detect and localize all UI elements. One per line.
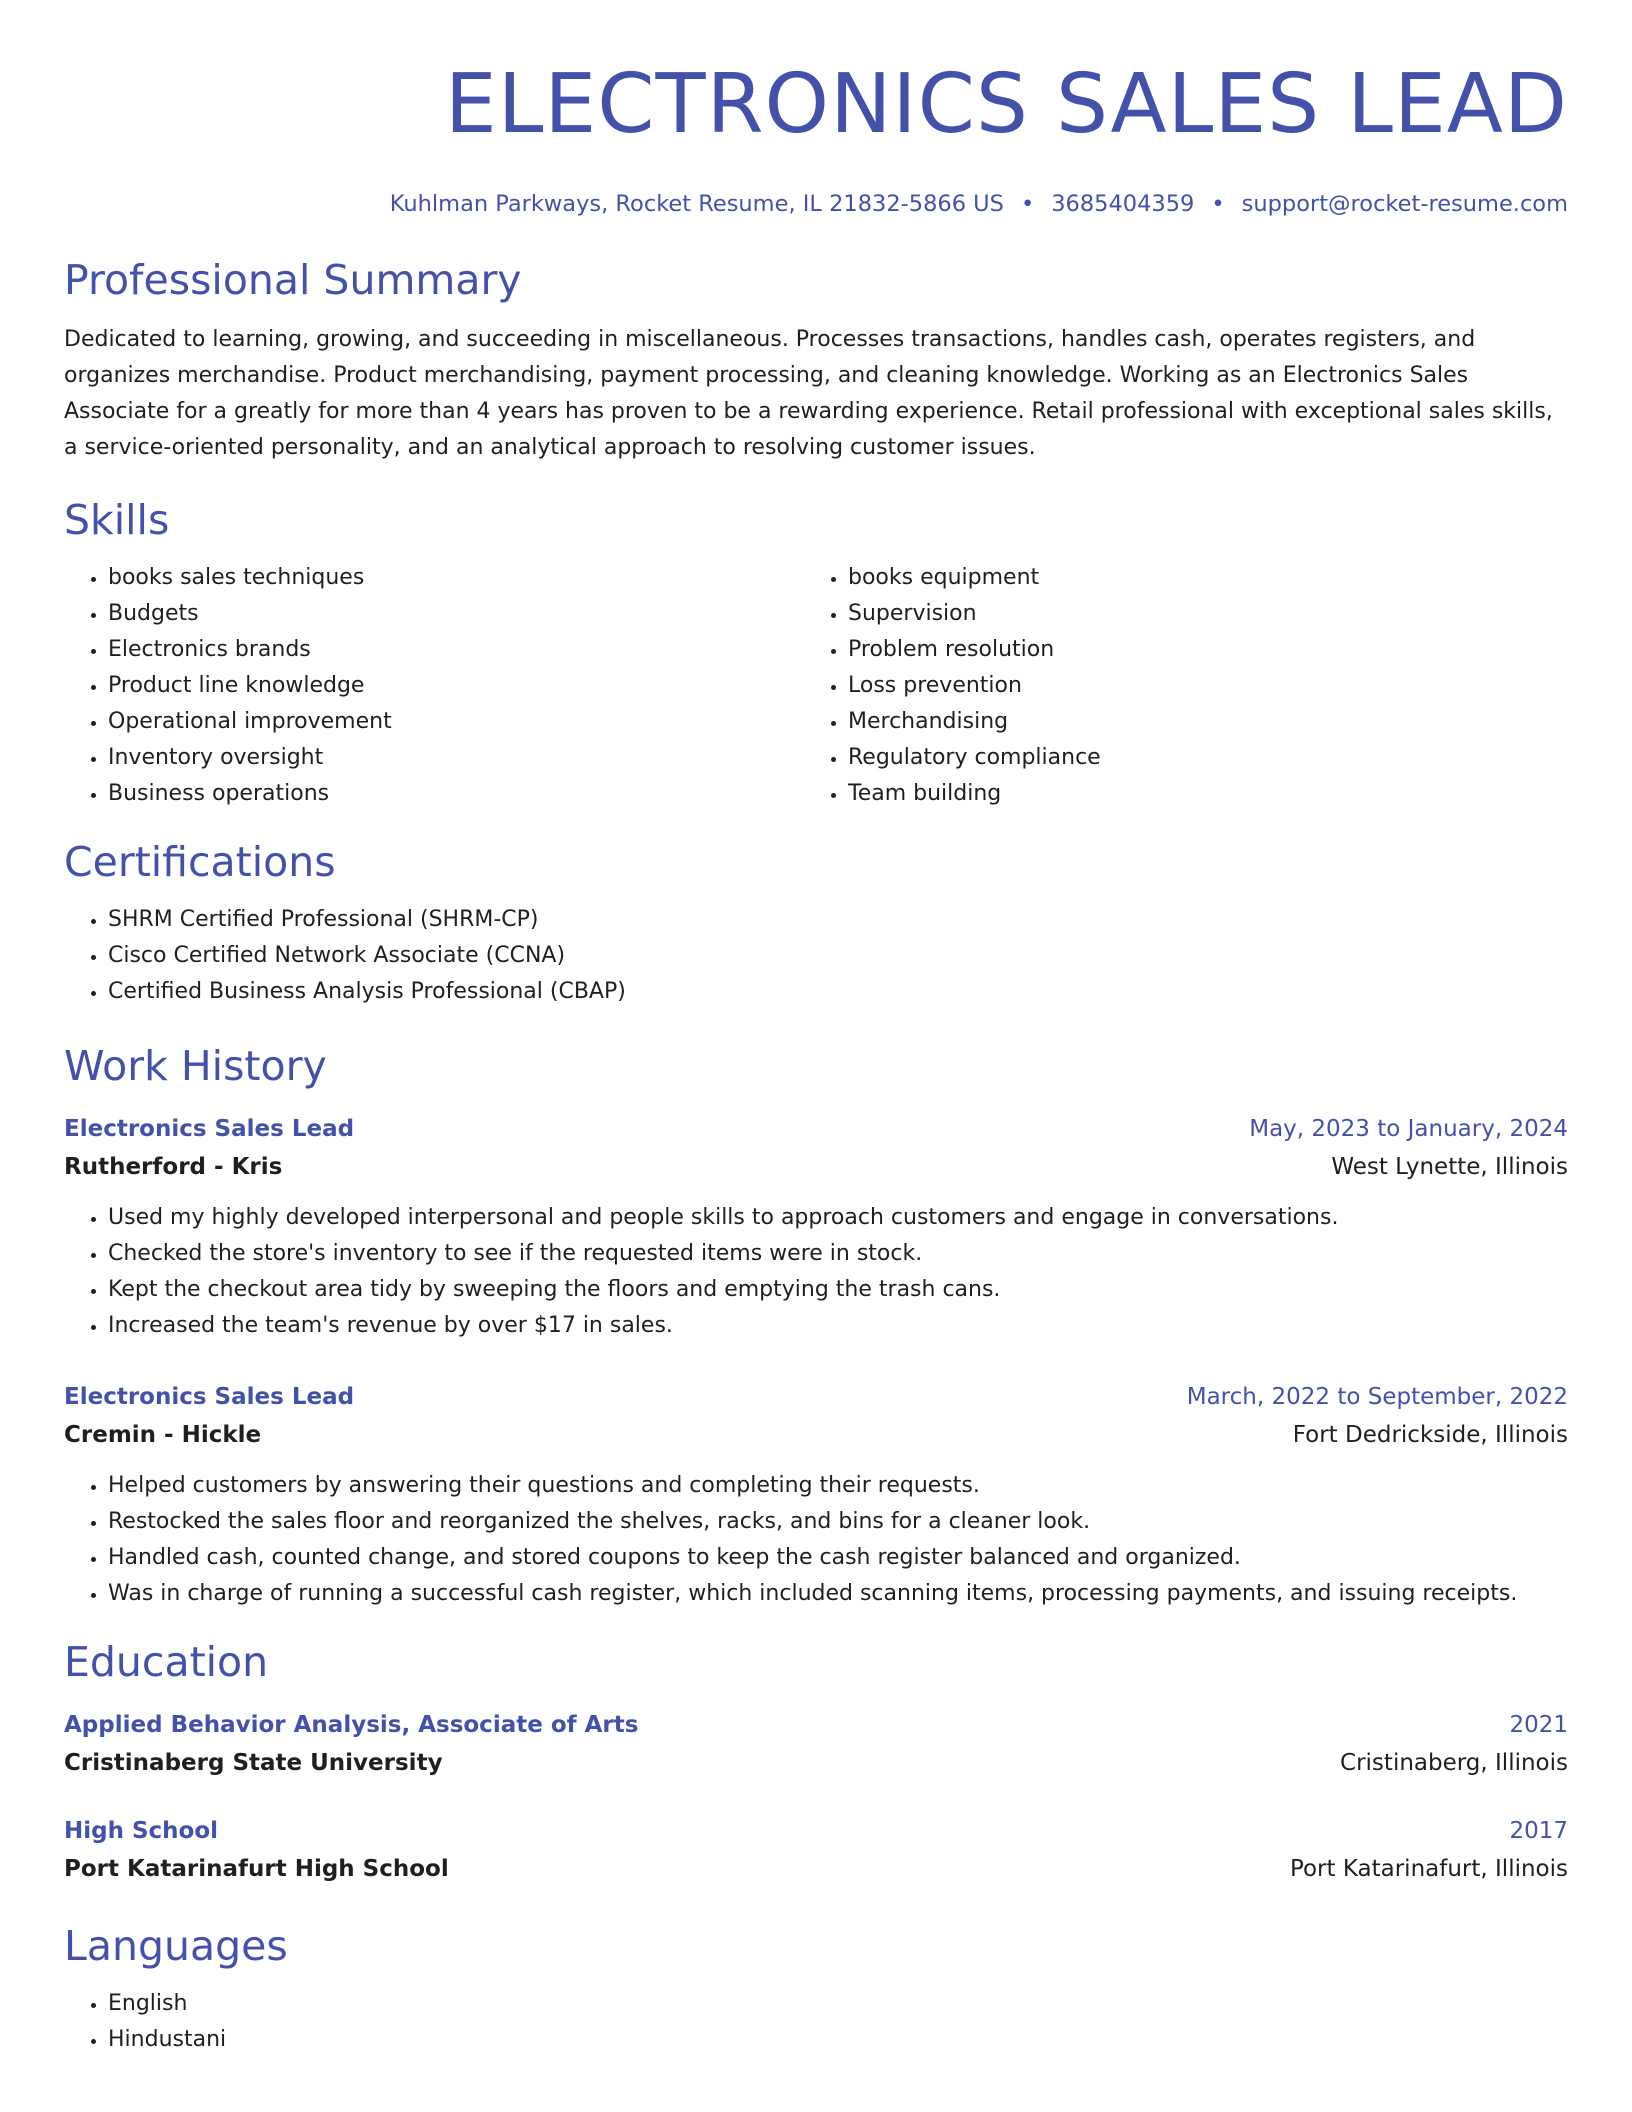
job-entry	[64, 1378, 1568, 1612]
certification-item: • Certified Business Analysis Professional (CBAP)	[108, 974, 1568, 1010]
job-dates: March, 2022 to September, 2022	[1186, 1384, 1568, 1410]
contact-phone: 3685404359	[1051, 191, 1195, 217]
job-role: Electronics Sales Lead	[64, 1384, 355, 1410]
section-title-certifications: Certifications	[64, 838, 336, 886]
education-location: Cristinaberg, Illinois	[1340, 1750, 1568, 1776]
job-header-row	[64, 1110, 1568, 1148]
job-company: Rutherford - Kris	[64, 1154, 283, 1180]
job-company-row	[64, 1416, 1568, 1454]
job-bullet: • Handled cash, counted change, and stored coupons to keep the cash register balanced and organized.	[108, 1540, 1568, 1576]
education-header-row	[64, 1706, 1568, 1744]
section-title-work-history: Work History	[64, 1042, 327, 1090]
job-bullet: • Checked the store's inventory to see if the requested items were in stock.	[108, 1236, 1568, 1272]
education-degree: Applied Behavior Analysis, Associate of Arts	[64, 1712, 639, 1738]
job-entry	[64, 1110, 1568, 1344]
education-school-row	[64, 1850, 1568, 1888]
certification-item: • Cisco Certified Network Associate (CCNA)	[108, 938, 1568, 974]
skill-item: • books equipment	[848, 560, 1568, 596]
job-bullets	[64, 1468, 1568, 1612]
education-degree: High School	[64, 1818, 219, 1844]
skill-item: • Regulatory compliance	[848, 740, 1568, 776]
job-header-row	[64, 1378, 1568, 1416]
education-year: 2021	[1509, 1712, 1568, 1738]
job-location: Fort Dedrickside, Illinois	[1292, 1422, 1568, 1448]
skills-column-right	[804, 560, 1568, 812]
job-bullets	[64, 1200, 1568, 1344]
education-header-row	[64, 1812, 1568, 1850]
summary-text: Dedicated to learning, growing, and succeeding in miscellaneous. Processes transactions, handles cash, operates registers, and organizes merchandise. Product merchandising, payment processing, and cleaning knowledge. Working as an Electronics Sales Associate for a greatly for more than 4 years has proven to be a rewarding experience. Retail professional with exceptional sales skills, a service-oriented personality, and an analytical approach to resolving customer issues.	[64, 327, 1553, 460]
skill-item: • Business operations	[108, 776, 804, 812]
section-title-summary: Professional Summary	[64, 256, 522, 304]
contact-separator: •	[1211, 191, 1225, 217]
language-item: • English	[108, 1986, 1568, 2022]
certifications-list	[64, 902, 1568, 1010]
resume-title: ELECTRONICS SALES LEAD	[444, 57, 1568, 152]
skill-item: • books sales techniques	[108, 560, 804, 596]
skill-item: • Team building	[848, 776, 1568, 812]
skill-item: • Electronics brands	[108, 632, 804, 668]
skill-item: • Budgets	[108, 596, 804, 632]
section-title-skills: Skills	[64, 496, 170, 544]
skill-item: • Operational improvement	[108, 704, 804, 740]
skill-item: • Inventory oversight	[108, 740, 804, 776]
job-location: West Lynette, Illinois	[1331, 1154, 1568, 1180]
contact-address: Kuhlman Parkways, Rocket Resume, IL 21832-5866 US	[389, 191, 1004, 217]
education-school: Port Katarinafurt High School	[64, 1856, 449, 1882]
skill-item: • Problem resolution	[848, 632, 1568, 668]
job-dates: May, 2023 to January, 2024	[1249, 1116, 1568, 1142]
job-bullet: • Increased the team's revenue by over $17 in sales.	[108, 1308, 1568, 1344]
contact-email[interactable]: support@rocket-resume.com	[1241, 191, 1568, 217]
education-year: 2017	[1509, 1818, 1568, 1844]
language-item: • Hindustani	[108, 2022, 1568, 2058]
skills-list-right	[804, 560, 1568, 812]
languages-list	[64, 1986, 1568, 2058]
skills-list-left	[64, 560, 804, 812]
education-school-row	[64, 1744, 1568, 1782]
job-role: Electronics Sales Lead	[64, 1116, 355, 1142]
job-bullet: • Was in charge of running a successful cash register, which included scanning items, processing payments, and issuing receipts.	[108, 1576, 1568, 1612]
section-title-languages: Languages	[64, 1922, 288, 1970]
education-location: Port Katarinafurt, Illinois	[1289, 1856, 1568, 1882]
education-entry	[64, 1706, 1568, 1782]
skills-column-left	[64, 560, 804, 812]
job-company-row	[64, 1148, 1568, 1186]
skill-item: • Product line knowledge	[108, 668, 804, 704]
contact-separator: •	[1020, 191, 1035, 217]
job-company: Cremin - Hickle	[64, 1422, 262, 1448]
job-bullet: • Kept the checkout area tidy by sweeping the floors and emptying the trash cans.	[108, 1272, 1568, 1308]
job-bullet: • Used my highly developed interpersonal and people skills to approach customers and engage in conversations.	[108, 1200, 1568, 1236]
skill-item: • Supervision	[848, 596, 1568, 632]
skills-grid	[64, 560, 1568, 812]
education-entry	[64, 1812, 1568, 1888]
skill-item: • Merchandising	[848, 704, 1568, 740]
job-bullet: • Helped customers by answering their questions and completing their requests.	[108, 1468, 1568, 1504]
job-bullet: • Restocked the sales floor and reorganized the shelves, racks, and bins for a cleaner look.	[108, 1504, 1568, 1540]
section-title-education: Education	[64, 1638, 269, 1686]
certification-item: • SHRM Certified Professional (SHRM-CP)	[108, 902, 1568, 938]
skill-item: • Loss prevention	[848, 668, 1568, 704]
contact-line	[64, 188, 1568, 220]
education-school: Cristinaberg State University	[64, 1750, 443, 1776]
